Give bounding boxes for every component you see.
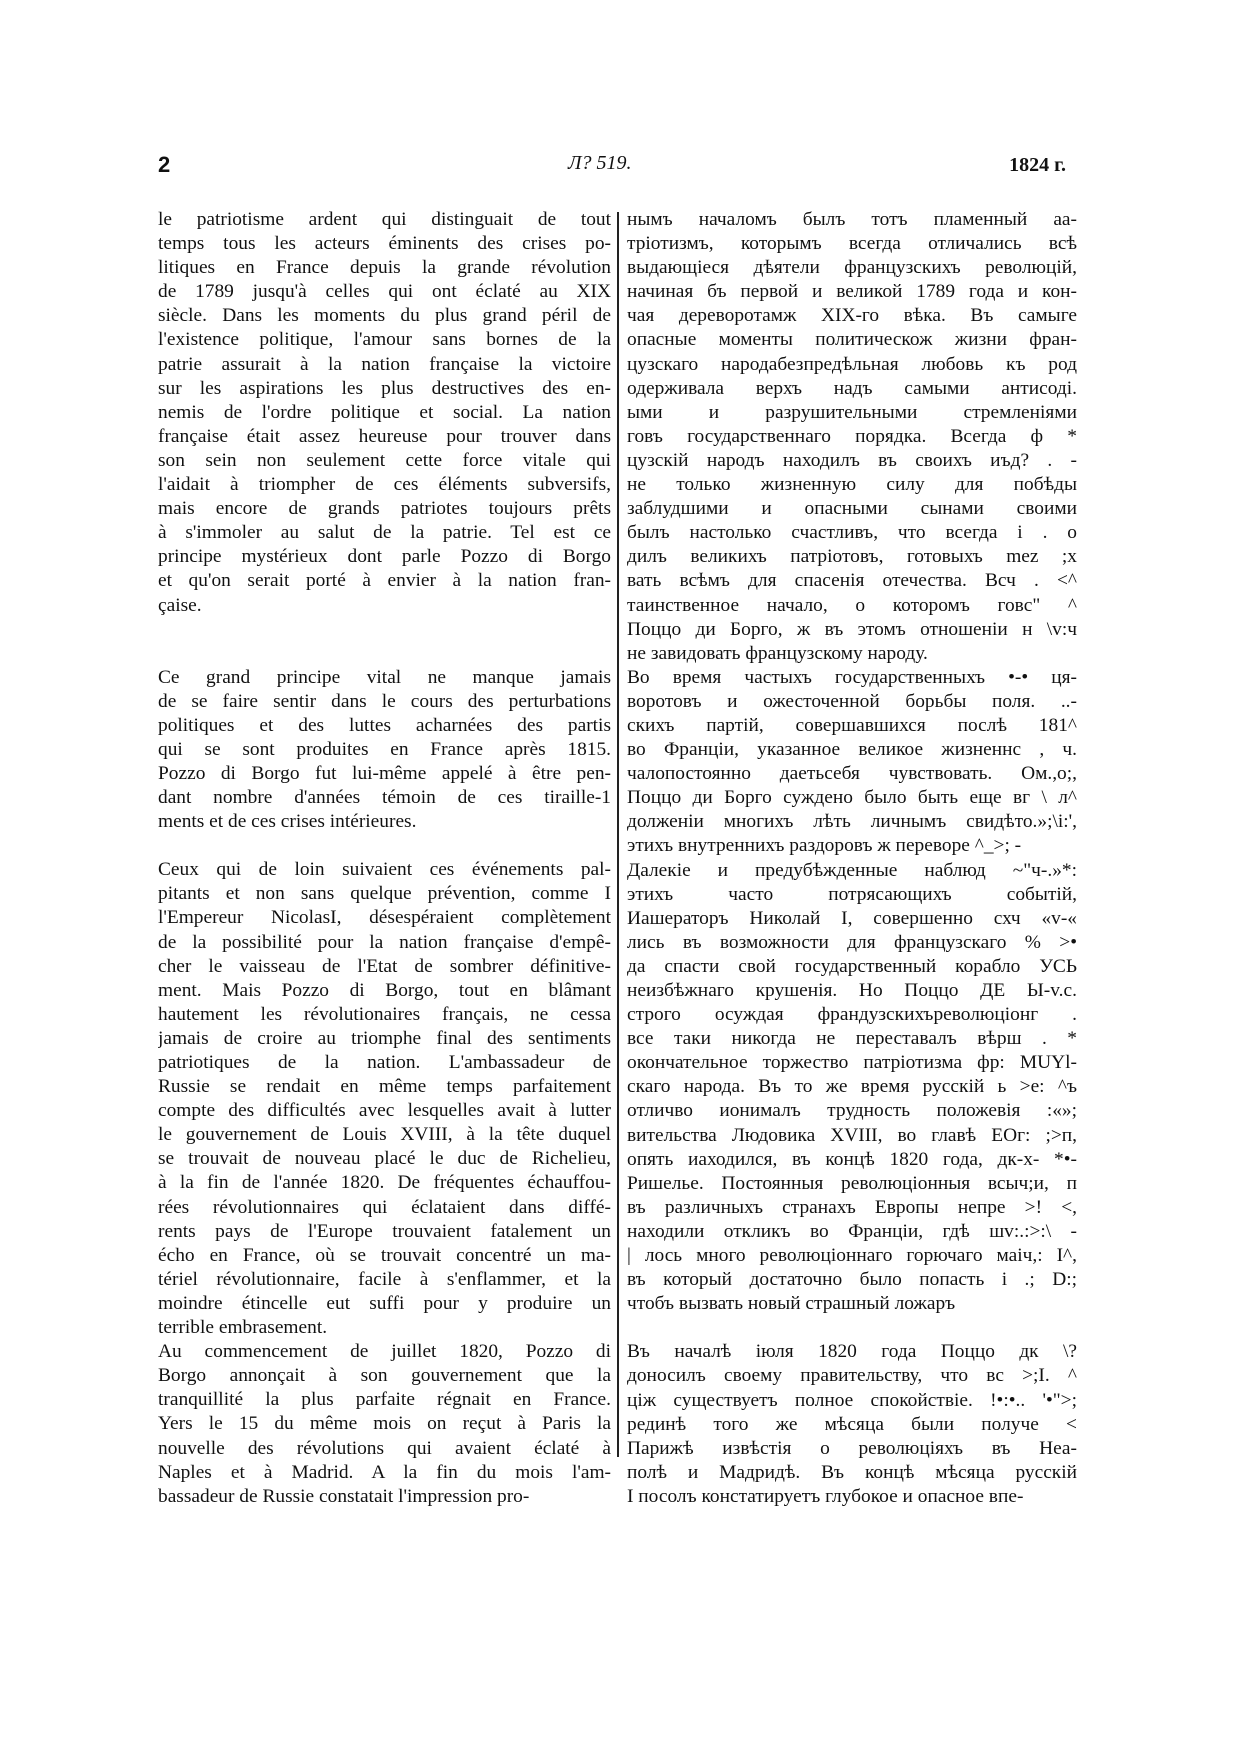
text-line: siècle. Dans les moments du plus grand péril de bbox=[158, 305, 611, 327]
text-line: Парижѣ извѣстія о революціяхъ въ Неа- bbox=[627, 1437, 1077, 1459]
paragraph bbox=[627, 1340, 1077, 1509]
text-line: compte des difficultés avec lesquelles avait à lutter bbox=[158, 1100, 611, 1122]
text-line: вительства Людовика XVIII, во главѣ ЕОг: ;>п, bbox=[627, 1124, 1077, 1146]
text-line: во Франціи, указанное великое жизненнc , ч. bbox=[627, 739, 1077, 761]
year-label: 1824 г. bbox=[1009, 154, 1066, 176]
text-line: Au commencement de juillet 1820, Pozzo di bbox=[158, 1341, 611, 1363]
text-line: écho en France, où se trouvait concentré un ma- bbox=[158, 1244, 611, 1266]
text-line: Yers le 15 du même mois on reçut à Paris la bbox=[158, 1413, 611, 1435]
text-line: лись въ возможности для французскаго % >• bbox=[627, 931, 1077, 953]
text-line: Въ началѣ іюля 1820 года Поццо дк \? bbox=[627, 1341, 1077, 1363]
text-line: dant nombre d'années témoin de ces tiraille-1 bbox=[158, 787, 611, 809]
text-line: Далекіе и предубѣжденные наблюд ~"ч-.»*: bbox=[627, 859, 1077, 881]
text-line: рединѣ того же мѣсяца были получе < bbox=[627, 1413, 1077, 1435]
text-line: de se faire sentir dans le cours des perturbations bbox=[158, 690, 611, 712]
text-line: чая дереворотамж XIX-го вѣка. Въ самыге bbox=[627, 305, 1077, 327]
text-line: Ce grand principe vital ne manque jamais bbox=[158, 666, 611, 688]
text-line: son sein non seulement cette force vitale qui bbox=[158, 449, 611, 471]
text-line: этихъ часто потрясающихъ событій, bbox=[627, 883, 1077, 905]
text-line: I посолъ констатируетъ глубокое и опасное впе- bbox=[627, 1485, 1024, 1507]
text-line: tranquillité la plus parfaite régnait en France. bbox=[158, 1389, 611, 1411]
text-line: говъ государственнаго порядка. Всегда ф * bbox=[627, 425, 1077, 447]
paragraph bbox=[158, 1340, 611, 1509]
text-line: не завидовать французскому народу. bbox=[627, 642, 928, 664]
text-line: не только жизненную силу для побѣды bbox=[627, 474, 1077, 496]
paragraph bbox=[158, 666, 611, 835]
text-line: былъ настолько счастливъ, что всегда і . о bbox=[627, 522, 1077, 544]
text-line: цузскаго народабезпредѣльная любовь къ род bbox=[627, 353, 1077, 375]
page-header bbox=[158, 152, 1066, 184]
text-line: litiques en France depuis la grande révolution bbox=[158, 257, 611, 279]
text-line: sur les aspirations les plus destructives des en- bbox=[158, 377, 611, 399]
text-line: ыми и разрушительными стремленіями bbox=[627, 401, 1077, 423]
text-line: rées révolutionnaires qui éclataient dans diffé- bbox=[158, 1196, 611, 1218]
text-line: одерживала верхъ надъ самыми антисоді. bbox=[627, 377, 1077, 399]
text-line: таинственное начало, о которомъ говс" ^ bbox=[627, 594, 1077, 616]
text-line: Borgo annonçait à son gouvernement que la bbox=[158, 1365, 611, 1387]
paragraph bbox=[158, 208, 611, 618]
text-line: все таки никогда не переставалъ вѣрш . * bbox=[627, 1028, 1077, 1050]
text-line: начиная бъ первой и великой 1789 года и кон- bbox=[627, 281, 1077, 303]
page-number: 2 bbox=[158, 152, 171, 177]
text-line: à s'immoler au salut de la patrie. Tel est ce bbox=[158, 522, 611, 544]
text-line: le patriotisme ardent qui distinguait de tout bbox=[158, 209, 611, 230]
text-line: terrible embrasement. bbox=[158, 1317, 328, 1339]
text-line: ment. Mais Pozzo di Borgo, tout en blâmant bbox=[158, 979, 611, 1001]
text-line: Во время частыхъ государственныхъ •-• ця- bbox=[627, 666, 1077, 688]
text-line: moindre étincelle eut suffi pour y produire un bbox=[158, 1292, 611, 1314]
text-line: долженіи многихъ лѣть личнымъ свидѣто.»;\i:', bbox=[627, 811, 1077, 833]
text-line: de la possibilité pour la nation française d'empê- bbox=[158, 931, 611, 953]
text-line: строго осуждая фрaндузскихъреволюціонг . bbox=[627, 1004, 1077, 1026]
russian-text-column bbox=[627, 208, 1077, 1509]
text-line: se trouvait de nouveau placé le duc de Richelieu, bbox=[158, 1148, 611, 1170]
text-line: находили откликъ во Франціи, гдѣ шv:.:>:\ - bbox=[627, 1220, 1077, 1242]
column-divider bbox=[617, 212, 619, 1457]
text-line: Naples et à Madrid. A la fin du mois l'am- bbox=[158, 1461, 611, 1483]
document-number: Л? 519. bbox=[568, 152, 632, 174]
text-line: cher le vaisseau de l'Etat de sombrer définitive- bbox=[158, 955, 611, 977]
text-line: française était assez heureuse pour trouver dans bbox=[158, 425, 611, 447]
text-line: тріотизмъ, которымъ всегда отличались всѣ bbox=[627, 233, 1077, 255]
french-text-column bbox=[158, 208, 611, 1509]
text-line: въ который достаточно было попасть і .; D:; bbox=[627, 1269, 1077, 1291]
text-line: Ceux qui de loin suivaient ces événements pal- bbox=[158, 859, 611, 881]
text-line: et qu'on serait porté à envier à la nation fran- bbox=[158, 570, 611, 592]
text-line: hautement les révolutionaires français, ne cessa bbox=[158, 1003, 611, 1025]
text-line: bassadeur de Russie constatait l'impression pro- bbox=[158, 1485, 530, 1507]
text-line: nemis de l'ordre politique et social. La nation bbox=[158, 401, 611, 423]
text-line: patriotiques de la nation. L'ambassadeur de bbox=[158, 1052, 611, 1073]
text-line: l'Empereur NicolasI, désespéraient complètement bbox=[158, 907, 611, 929]
text-line: rents pays de l'Europe trouvaient fatalement un bbox=[158, 1220, 611, 1242]
text-line: дилъ великихъ патріотовъ, готовыхъ mez ;х bbox=[627, 546, 1077, 568]
paragraph bbox=[627, 666, 1077, 859]
text-line: Ришелье. Постоянныя революціонныя всыч;и, п bbox=[627, 1172, 1077, 1194]
text-line: нымъ началомъ былъ тотъ пламенный аа- bbox=[627, 209, 1077, 230]
text-line: опять иаходился, въ концѣ 1820 года, дк-х- *•- bbox=[627, 1148, 1077, 1170]
text-line: Pozzo di Borgo fut lui-même appelé à être pen- bbox=[158, 762, 611, 784]
text-line: politiques et des luttes acharnées des partis bbox=[158, 714, 611, 736]
text-line: jamais de croire au triomphe final des sentiments bbox=[158, 1027, 611, 1049]
text-line: principe mystérieux dont parle Pozzo di Borgo bbox=[158, 546, 611, 568]
text-line: le gouvernement de Louis XVIII, à la tête duquel bbox=[158, 1124, 611, 1146]
text-line: Поццо ди Борго, ж въ этомъ отношеніи н \v:ч bbox=[627, 618, 1077, 640]
text-line: à la fin de l'année 1820. De fréquentes échauffou- bbox=[158, 1172, 611, 1194]
text-line: Russie se rendait en même temps parfaitement bbox=[158, 1076, 611, 1098]
text-line: чалопостоянно даетьсебя чувствовать. Ом.,о;, bbox=[627, 763, 1077, 785]
text-line: Поццо ди Борго суждено было быть еще вг \ л^ bbox=[627, 787, 1077, 809]
text-line: вать всѣмъ для спасенія отечества. Всч . <^ bbox=[627, 570, 1077, 592]
text-line: l'aidait à triompher de ces éléments subversifs, bbox=[158, 474, 611, 496]
text-line: да спасти свой государственный корабло УСЬ bbox=[627, 955, 1077, 977]
text-line: выдающіеся дѣятели французскихъ революцій, bbox=[627, 257, 1077, 279]
text-line: temps tous les acteurs éminents des crises po- bbox=[158, 233, 611, 255]
text-line: этихъ внутреннихъ раздоровъ ж переворе ^_>; - bbox=[627, 835, 1022, 857]
text-line: цiж существуетъ полное спокойствіе. !•:•.. '•">; bbox=[627, 1389, 1077, 1411]
text-line: | лось много революціоннаго горючаго маіч,: I^, bbox=[627, 1245, 1077, 1267]
text-line: tériel révolutionnaire, facile à s'enflammer, et la bbox=[158, 1268, 611, 1290]
text-line: окончательное торжество патріотизма фр: MUYl- bbox=[627, 1052, 1077, 1074]
text-line: заблудшими и опасными сынами своими bbox=[627, 498, 1077, 520]
paragraph bbox=[158, 858, 611, 1340]
paragraph bbox=[627, 859, 1077, 1317]
text-line: воротовъ и ожесточенной борьбы поля. ..- bbox=[627, 690, 1077, 712]
text-line: pitants et non sans quelque prévention, comme I bbox=[158, 883, 611, 905]
text-line: въ различныхъ странахъ Европы непре >! <, bbox=[627, 1196, 1077, 1218]
text-line: скаго народа. Въ то же время русскій ь >е: ^ъ bbox=[627, 1076, 1077, 1098]
text-line: qui se sont produites en France après 1815. bbox=[158, 738, 611, 760]
text-line: l'existence politique, l'amour sans bornes de la bbox=[158, 329, 611, 351]
text-line: скихъ партій, совершавшихся послѣ 181^ bbox=[627, 714, 1077, 736]
text-line: полѣ и Мадридѣ. Въ концѣ мѣсяца русскій bbox=[627, 1461, 1077, 1483]
text-line: mais encore de grands patriotes toujours prêts bbox=[158, 498, 611, 520]
text-line: отличво ионималъ трудность положевія :«»; bbox=[627, 1100, 1077, 1122]
text-line: Иашераторъ Николай I, совершенно схч «v-« bbox=[627, 907, 1077, 929]
text-line: опасные моменты политическож жизни фран- bbox=[627, 329, 1077, 351]
text-line: неизбѣжнаго крушенія. Но Поццо ДЕ Ы-v.c. bbox=[627, 980, 1077, 1001]
text-line: de 1789 jusqu'à celles qui ont éclaté au XIX bbox=[158, 281, 611, 303]
paragraph bbox=[627, 208, 1077, 666]
text-line: цузскій народъ находилъ въ своихъ иъд? . - bbox=[627, 449, 1077, 471]
text-line: çaise. bbox=[158, 594, 202, 616]
text-line: nouvelle des révolutions qui avaient éclaté à bbox=[158, 1437, 611, 1459]
text-line: чтобъ вызвать новый страшный ложаръ bbox=[627, 1293, 956, 1315]
text-line: patrie assurait à la nation française la victoire bbox=[158, 353, 611, 375]
text-line: доносилъ своему правительству, что вс >;I. ^ bbox=[627, 1365, 1077, 1387]
text-line: ments et de ces crises intérieures. bbox=[158, 811, 417, 833]
